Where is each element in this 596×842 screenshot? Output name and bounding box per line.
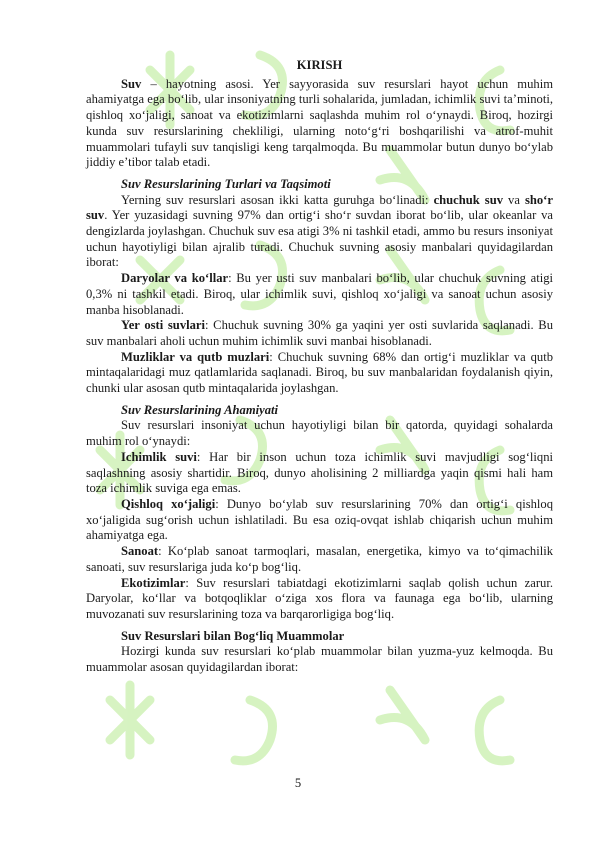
section-types [86, 177, 553, 397]
item-term: Yer osti suvlari [121, 318, 205, 333]
list-item [86, 497, 553, 544]
term-fresh-water: chuchuk suv [433, 192, 504, 207]
list-item [86, 576, 553, 623]
intro-text: – hayotning asosi. Yer sayyorasida suv resurslari hayot uchun muhim ahamiyatga ega bo‘lib, ular insoniyatning turli sohalarida, jumladan, ichimlik suvi ta’minoti, qishloq xo‘jaligi, sanoat va ekotizimlarni saqlashda muhim rol o‘ynaydi. Biroq, hozirgi kunda suv resurslarining chekliligi, ularning noto‘g‘ri boshqarilishi va atrof-muhit muammolari tufayli suv tanqisligi keng tarqalmoqda. Bu muammolar butun dunyo bo‘ylab jiddiy e’tibor talab etadi. [86, 76, 553, 170]
intro-term: Suv [121, 76, 142, 91]
paragraph-text: Yerning suv resurslari asosan ikki katta guruhga bo‘linadi: [121, 192, 434, 207]
item-term: Ekotizimlar [121, 575, 186, 590]
section-importance-heading: Suv Resurslarining Ahamiyati [121, 402, 279, 417]
item-text: : Ko‘plab sanoat tarmoqlari, masalan, energetika, kimyo va to‘qimachilik sanoati, suv resurslariga juda ko‘p bog‘liq. [86, 544, 553, 574]
item-term: Daryolar va ko‘llar [121, 271, 229, 286]
section-importance-paragraph: Suv resurslari insoniyat uchun hayotiyligi bilan bir qatorda, quyidagi sohalarda muhim rol o‘ynaydi: [86, 418, 553, 449]
list-item [86, 350, 553, 397]
list-item [86, 544, 553, 575]
page-title: KIRISH [296, 58, 343, 72]
section-types-paragraph [86, 193, 553, 272]
item-text: : Har bir inson uchun toza ichimlik suvi mavjudligi sog‘liqni saqlashning asosiy shartidir. Biroq, dunyo aholisining 2 milliardga yaqin qismi hali ham toza ichimlik suviga ega emas. [86, 449, 553, 496]
term-salt-water: sho‘r suv [86, 192, 553, 223]
item-term: Ichimlik suvi [121, 449, 197, 464]
item-text: : Chuchuk suvning 68% dan ortig‘i muzliklar va qutb mintaqalaridagi muz qatlamlarida saqlanadi. Biroq, bu suv manbalaridan foydalanish qiyin, chunki ular asosan qutb mintaqalarida joylashgan. [86, 349, 554, 396]
list-item [86, 450, 553, 497]
item-text: : Bu yer usti suv manbalari bo‘lib, ular chuchuk suvning atigi 0,3% ni tashkil etadi. Biroq, ular ichimlik suvi, qishloq xo‘jaligi va sanoat uchun asosiy manba hisoblanadi. [86, 271, 553, 317]
section-importance [86, 403, 553, 623]
section-problems-paragraph: Hozirgi kunda suv resurslari ko‘plab muammolar bilan yuzma-yuz kelmoqda. Bu muammolar asosan quyidagilardan iborat: [86, 644, 553, 675]
item-text: : Suv resurslari tabiatdagi ekotizimlarni saqlab qolish uchun zarur. Daryolar, ko‘llar va botqoqliklar o‘ziga xos flora va faunaga ega bo‘lib, ularning muvozanati suv resurslarining toza va barqarorligiga bog‘liq. [86, 575, 553, 621]
item-term: Qishloq xo‘jaligi [121, 496, 216, 511]
list-item [86, 318, 553, 349]
item-text: : Dunyo bo‘ylab suv resurslarining 70% dan ortig‘i qishloq xo‘jaligida sug‘orish uchun ishlatiladi. Bu esa oziq-ovqat ishlab chiqarish uchun muhim ahamiyatga ega. [86, 496, 553, 543]
intro-paragraph [86, 77, 553, 171]
page-number: 5 [294, 776, 302, 790]
paragraph-text: va [503, 192, 525, 207]
page-content [86, 58, 553, 676]
section-types-heading: Suv Resurslarining Turlari va Taqsimoti [121, 176, 331, 191]
section-problems [86, 629, 553, 676]
section-problems-heading: Suv Resurslari bilan Bog‘liq Muammolar [121, 628, 345, 643]
item-term: Sanoat [121, 544, 159, 559]
item-term: Muzliklar va qutb muzlari [121, 349, 270, 364]
item-text: : Chuchuk suvning 30% ga yaqini yer osti suvlarida saqlanadi. Bu suv manbalari aholi uchun muhim ichimlik suvi manbai hisoblanadi. [86, 318, 553, 348]
paragraph-text: . Yer yuzasidagi suvning 97% dan ortig‘i sho‘r suvdan iborat bo‘lib, ular okeanlar va dengizlarda joylashgan. Chuchuk suv esa atigi 3% ni tashkil etadi, ammo bu resurs insoniyat uchun hayotiyligi bilan ajralib turadi. Chuchuk suvning asosiy manbalari quyidagilardan iborat: [86, 208, 553, 270]
list-item [86, 271, 553, 318]
